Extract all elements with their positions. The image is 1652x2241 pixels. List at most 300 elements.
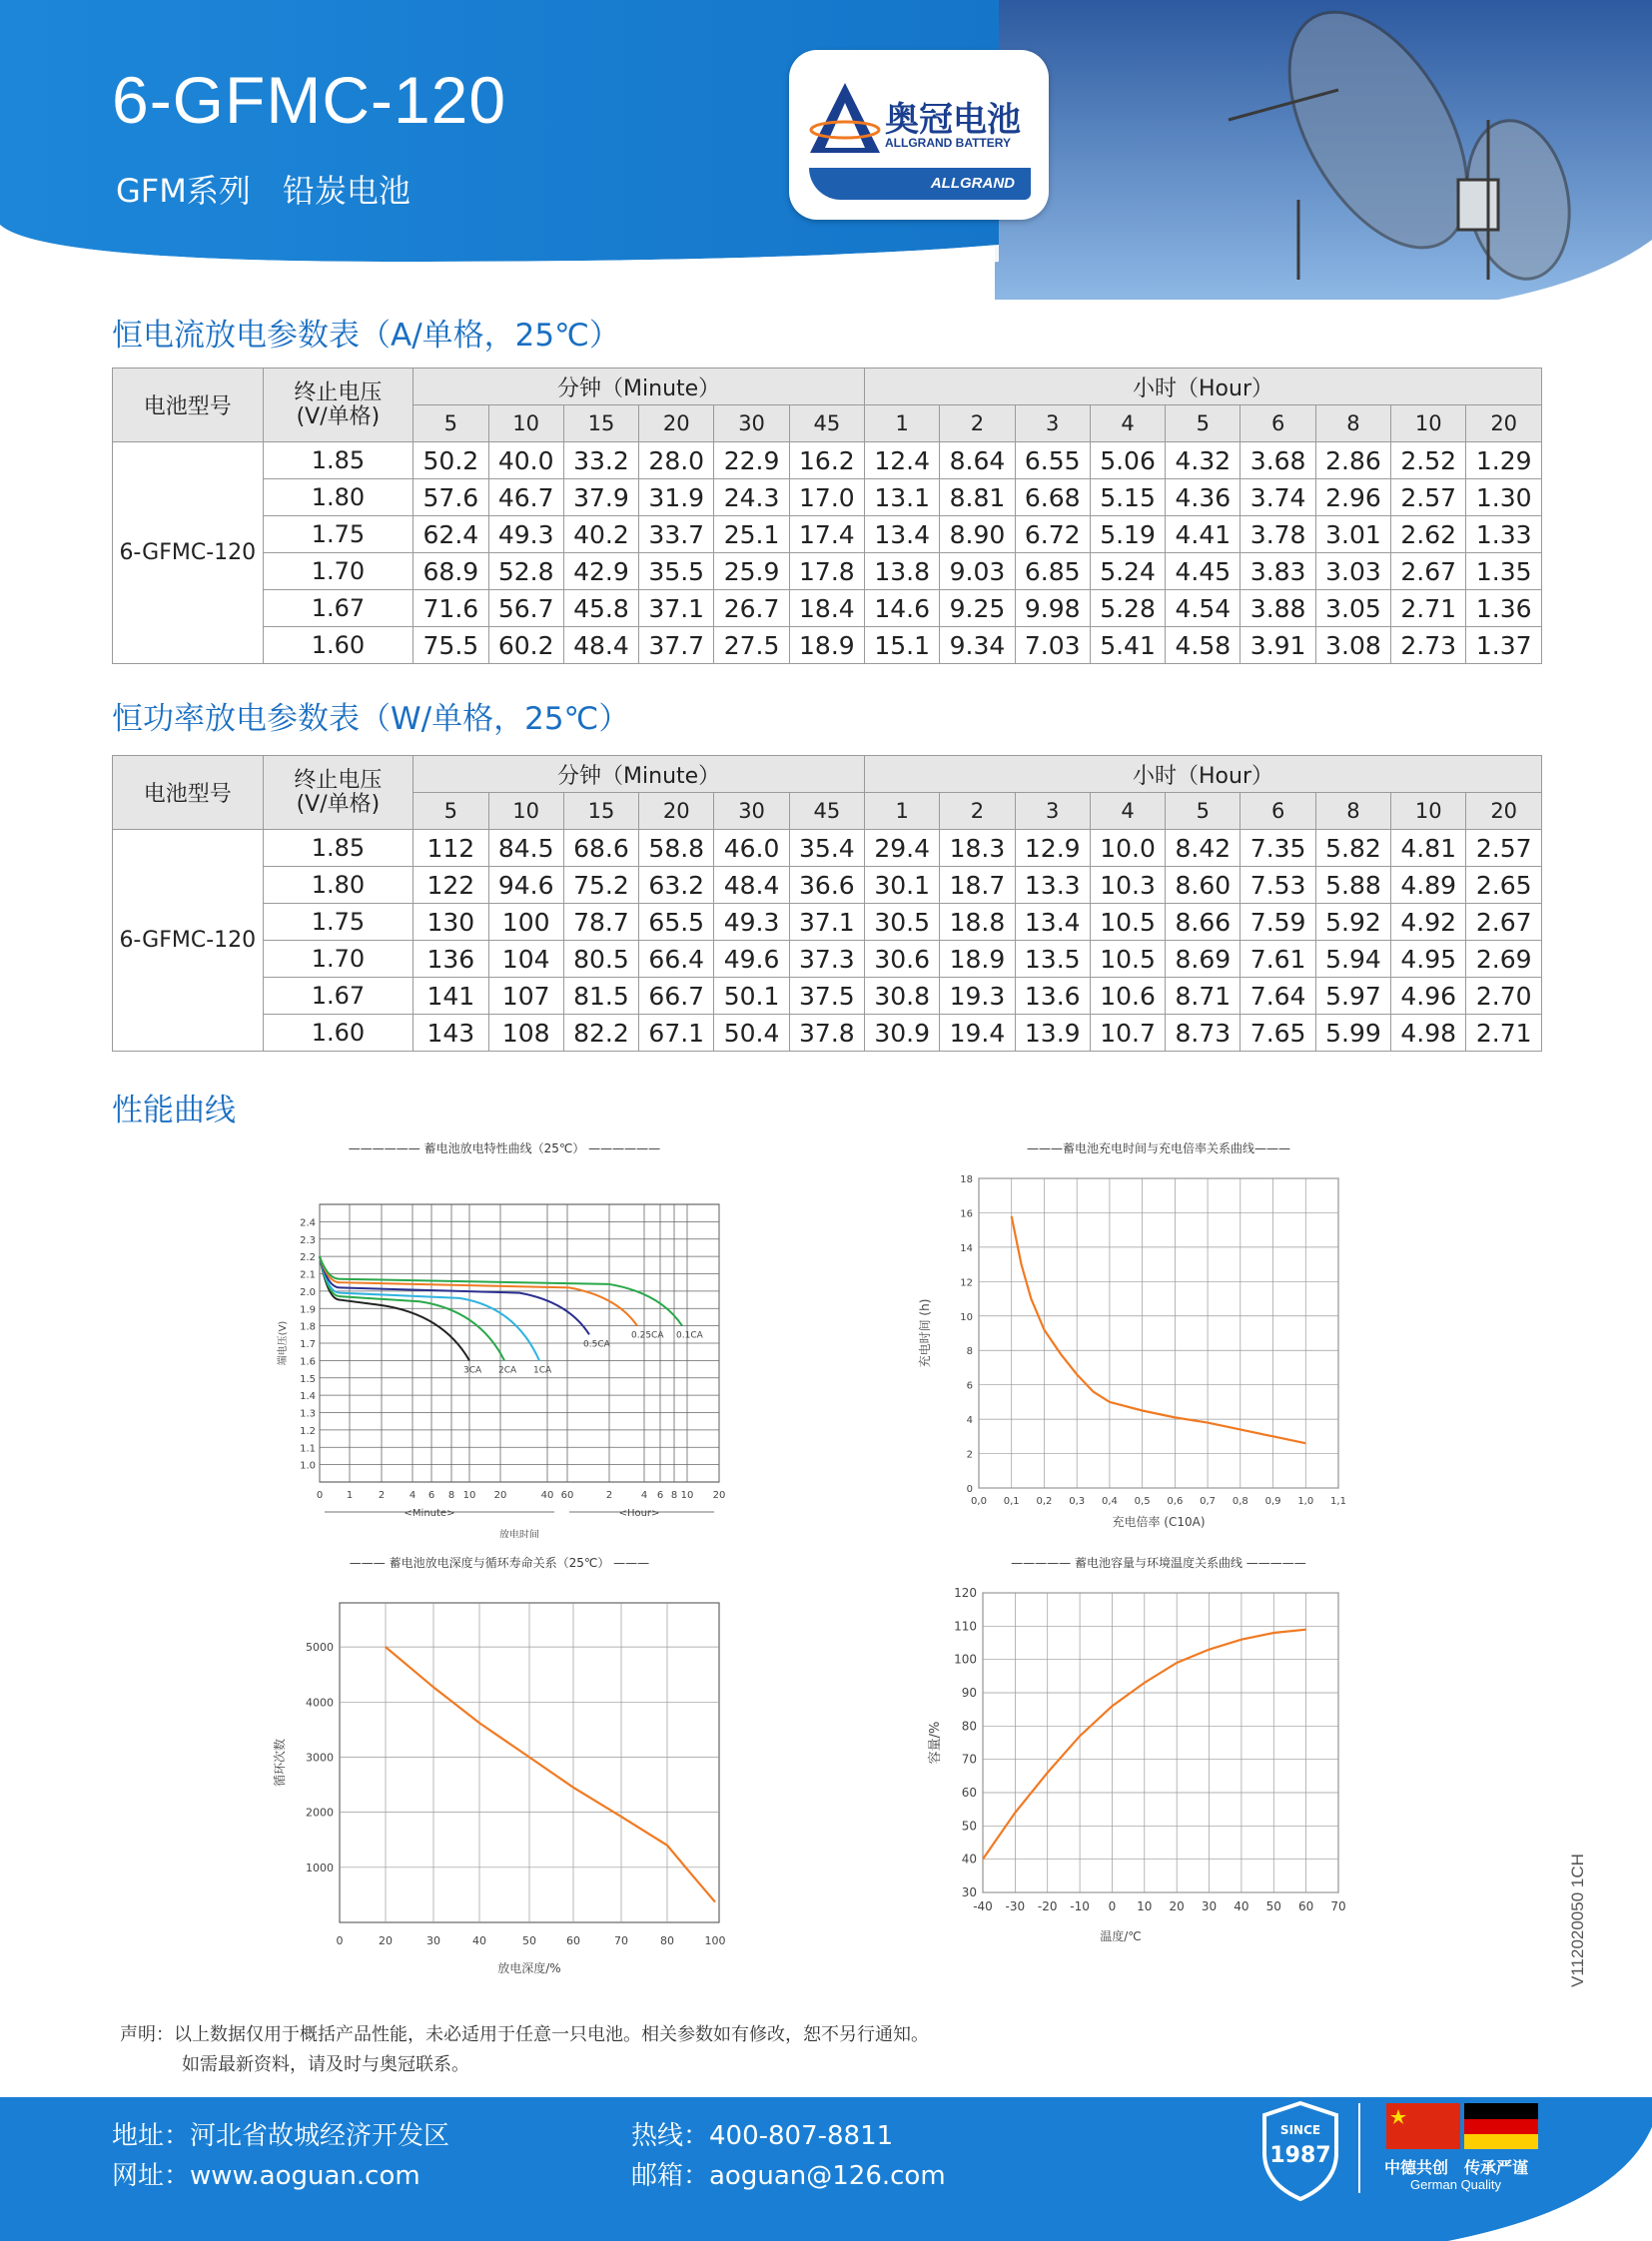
col-header-minute: 5: [413, 405, 488, 442]
table-cell: 75.5: [413, 627, 488, 664]
col-header-hour: 6: [1240, 793, 1315, 830]
table-cell: 3.05: [1315, 590, 1390, 627]
table-cell: 2.57: [1391, 479, 1466, 516]
y-tick-label: 1.1: [300, 1443, 316, 1455]
constant-power-table: [112, 755, 1542, 1052]
table-cell: 82.2: [563, 1015, 638, 1052]
table-cell: 22.9: [714, 442, 789, 479]
table-cell: 31.9: [639, 479, 714, 516]
table-cell: 30.8: [865, 978, 940, 1015]
table-cell: 84.5: [488, 830, 563, 867]
table-cell: 8.42: [1166, 830, 1240, 867]
x-group-label: <Hour>: [618, 1508, 660, 1519]
y-tick-label: 12: [960, 1277, 973, 1289]
table-cell: 100: [488, 904, 563, 941]
capacity-temperature-chart: [899, 1553, 1358, 1986]
table-cell: 17.4: [789, 516, 864, 553]
row-voltage: 1.85: [263, 442, 413, 479]
table-cell: 10.0: [1090, 830, 1165, 867]
table-cell: 8.66: [1166, 904, 1240, 941]
footer: [0, 2097, 1652, 2241]
row-voltage: 1.67: [263, 978, 413, 1015]
x-tick-label: 8: [670, 1490, 678, 1501]
table-cell: 104: [488, 941, 563, 978]
row-voltage: 1.80: [263, 867, 413, 904]
table-cell: 3.01: [1315, 516, 1390, 553]
table-cell: 2.70: [1466, 978, 1542, 1015]
y-tick-label: 30: [961, 1885, 977, 1899]
table-cell: 56.7: [488, 590, 563, 627]
x-tick-label: 0,3: [1069, 1496, 1086, 1507]
x-tick-label: 60: [560, 1490, 574, 1501]
table-cell: 1.29: [1466, 442, 1542, 479]
table-cell: 30.1: [865, 867, 940, 904]
table-cell: 5.06: [1090, 442, 1165, 479]
table-cell: 13.4: [865, 516, 940, 553]
table-cell: 66.7: [639, 978, 714, 1015]
row-model: 6-GFMC-120: [113, 442, 264, 664]
x-tick-label: 0,1: [1003, 1496, 1020, 1507]
x-tick-label: 0,6: [1167, 1496, 1184, 1507]
table-cell: 4.96: [1391, 978, 1466, 1015]
col-header-hour: 4: [1090, 793, 1165, 830]
table-header-row: [113, 369, 1542, 405]
table-row: [113, 516, 1542, 553]
table-cell: 58.8: [639, 830, 714, 867]
table-cell: 10.5: [1090, 904, 1165, 941]
col-header-hour: 3: [1015, 793, 1090, 830]
y-axis-label: 充电时间 (h): [918, 1298, 932, 1368]
x-tick-label: 4: [409, 1490, 416, 1501]
col-header-hour: 3: [1015, 405, 1090, 442]
table-cell: 24.3: [714, 479, 789, 516]
col-header-minute: 15: [563, 793, 638, 830]
table-cell: 1.35: [1466, 553, 1542, 590]
table-cell: 7.53: [1240, 867, 1315, 904]
table-cell: 5.28: [1090, 590, 1165, 627]
row-voltage: 1.85: [263, 830, 413, 867]
col-header-hour: 8: [1315, 405, 1390, 442]
y-tick-label: 8: [966, 1346, 973, 1358]
table-cell: 57.6: [413, 479, 488, 516]
x-tick-label: 30: [1201, 1899, 1218, 1913]
col-header-minute: 20: [639, 405, 714, 442]
table-cell: 5.94: [1315, 941, 1390, 978]
series-label: 0.5CA: [583, 1339, 610, 1350]
x-tick-label: 0: [336, 1934, 344, 1947]
x-tick-label: 0: [316, 1490, 324, 1501]
table-cell: 5.92: [1315, 904, 1390, 941]
series-line-0.5CA: [320, 1256, 589, 1334]
col-header-hour: 8: [1315, 793, 1390, 830]
table-cell: 19.3: [940, 978, 1015, 1015]
table-cell: 25.1: [714, 516, 789, 553]
table-cell: 16.2: [789, 442, 864, 479]
table-cell: 50.2: [413, 442, 488, 479]
table-row: [113, 479, 1542, 516]
table-cell: 18.3: [940, 830, 1015, 867]
series-subtitle: GFM系列 铅炭电池: [116, 172, 411, 210]
table-cell: 36.6: [789, 867, 864, 904]
table-cell: 45.8: [563, 590, 638, 627]
table-cell: 33.2: [563, 442, 638, 479]
y-tick-label: 6: [966, 1380, 973, 1392]
table-cell: 52.8: [488, 553, 563, 590]
table-cell: 48.4: [563, 627, 638, 664]
x-tick-label: 80: [660, 1934, 674, 1947]
y-tick-label: 80: [961, 1719, 977, 1734]
table-row: [113, 590, 1542, 627]
col-header-hour: 2: [940, 793, 1015, 830]
col-header-minute: 20: [639, 793, 714, 830]
table-row: [113, 553, 1542, 590]
table-cell: 13.6: [1015, 978, 1090, 1015]
y-tick-label: 50: [961, 1819, 977, 1834]
x-tick-label: 60: [566, 1934, 580, 1947]
header-banner: [0, 0, 1652, 300]
disclaimer-line1: 声明：以上数据仅用于概括产品性能，未必适用于任意一只电池。相关参数如有修改，恕不另行通知。: [120, 2024, 929, 2045]
x-tick-label: 50: [1265, 1899, 1281, 1913]
table-cell: 13.9: [1015, 1015, 1090, 1052]
table-cell: 18.9: [940, 941, 1015, 978]
table-cell: 4.98: [1391, 1015, 1466, 1052]
table-cell: 122: [413, 867, 488, 904]
charge-time-chart: [899, 1138, 1358, 1542]
series-label: 2CA: [498, 1365, 517, 1376]
table-cell: 5.99: [1315, 1015, 1390, 1052]
row-voltage: 1.75: [263, 904, 413, 941]
table-cell: 2.71: [1391, 590, 1466, 627]
table-cell: 3.91: [1240, 627, 1315, 664]
table-row: [113, 627, 1542, 664]
table-cell: 8.90: [940, 516, 1015, 553]
table-cell: 67.1: [639, 1015, 714, 1052]
table-cell: 49.6: [714, 941, 789, 978]
table-cell: 141: [413, 978, 488, 1015]
table-cell: 4.89: [1391, 867, 1466, 904]
y-tick-label: 60: [961, 1786, 977, 1800]
table-cell: 18.8: [940, 904, 1015, 941]
table-cell: 14.6: [865, 590, 940, 627]
y-tick-label: 1.8: [300, 1321, 316, 1333]
logo-chinese: 奥冠电池: [885, 100, 1021, 140]
table-cell: 4.81: [1391, 830, 1466, 867]
table-cell: 37.5: [789, 978, 864, 1015]
table-cell: 37.7: [639, 627, 714, 664]
table-cell: 7.64: [1240, 978, 1315, 1015]
table-cell: 35.5: [639, 553, 714, 590]
row-voltage: 1.67: [263, 590, 413, 627]
table-cell: 8.69: [1166, 941, 1240, 978]
y-tick-label: 1.4: [300, 1391, 316, 1403]
table-cell: 37.1: [789, 904, 864, 941]
y-tick-label: 2.4: [300, 1217, 316, 1229]
table-cell: 6.72: [1015, 516, 1090, 553]
col-header-minute: 5: [413, 793, 488, 830]
chart-discharge-svg: [270, 1138, 739, 1538]
table-cell: 5.15: [1090, 479, 1165, 516]
chart-title: ————— 蓄电池容量与环境温度关系曲线 —————: [1011, 1556, 1306, 1570]
x-tick-label: 60: [1297, 1899, 1314, 1913]
table-cell: 5.82: [1315, 830, 1390, 867]
row-voltage: 1.70: [263, 941, 413, 978]
x-tick-label: 50: [522, 1934, 536, 1947]
table-cell: 19.4: [940, 1015, 1015, 1052]
row-voltage: 1.75: [263, 516, 413, 553]
table-cell: 136: [413, 941, 488, 978]
table-cell: 65.5: [639, 904, 714, 941]
col-group-hour: 小时（Hour）: [865, 756, 1542, 793]
since-badge: [1260, 2101, 1340, 2201]
footer-email[interactable]: 邮箱：aoguan@126.com: [631, 2161, 946, 2191]
logo-band: [809, 168, 1031, 200]
y-tick-label: 0: [966, 1484, 973, 1495]
table-cell: 1.30: [1466, 479, 1542, 516]
table-cell: 7.35: [1240, 830, 1315, 867]
table-cell: 4.92: [1391, 904, 1466, 941]
x-tick-label: 1,1: [1330, 1496, 1346, 1507]
col-header-minute: 10: [488, 405, 563, 442]
y-tick-label: 16: [960, 1208, 973, 1220]
footer-divider: [1358, 2103, 1360, 2193]
x-tick-label: 40: [1234, 1899, 1249, 1913]
table-cell: 18.4: [789, 590, 864, 627]
table-cell: 40.2: [563, 516, 638, 553]
x-tick-label: 0,5: [1134, 1496, 1151, 1507]
chart-title: ———蓄电池充电时间与充电倍率关系曲线———: [1026, 1141, 1291, 1155]
x-axis-label: 温度/℃: [1100, 1929, 1142, 1943]
table-cell: 40.0: [488, 442, 563, 479]
table-cell: 4.54: [1166, 590, 1240, 627]
table-cell: 2.62: [1391, 516, 1466, 553]
table-cell: 8.64: [940, 442, 1015, 479]
table-cell: 9.98: [1015, 590, 1090, 627]
table-row: [113, 442, 1542, 479]
x-tick-label: 1,0: [1297, 1496, 1314, 1507]
table-cell: 6.55: [1015, 442, 1090, 479]
table-cell: 50.1: [714, 978, 789, 1015]
table-cell: 143: [413, 1015, 488, 1052]
logo-mark-icon: [805, 78, 885, 158]
since-year: 1987: [1269, 2143, 1331, 2168]
y-tick-label: 1000: [306, 1861, 334, 1874]
y-tick-label: 40: [961, 1852, 977, 1867]
col-header-hour: 5: [1166, 793, 1240, 830]
x-tick-label: 20: [712, 1490, 726, 1501]
table-cell: 4.58: [1166, 627, 1240, 664]
x-tick-label: 6: [427, 1490, 435, 1501]
table-cell: 68.9: [413, 553, 488, 590]
version-code: V112020050 1CH: [1568, 1854, 1587, 1987]
table-cell: 68.6: [563, 830, 638, 867]
chart-temperature-svg: [899, 1553, 1358, 1982]
series-line: [1012, 1216, 1306, 1443]
table-cell: 13.3: [1015, 867, 1090, 904]
y-tick-label: 1.9: [300, 1304, 316, 1316]
x-tick-label: 30: [426, 1934, 440, 1947]
table-row: [113, 941, 1542, 978]
table-cell: 13.1: [865, 479, 940, 516]
col-header-hour: 1: [865, 405, 940, 442]
table-cell: 12.9: [1015, 830, 1090, 867]
table-cell: 108: [488, 1015, 563, 1052]
col-header-hour: 2: [940, 405, 1015, 442]
table-cell: 4.95: [1391, 941, 1466, 978]
series-label: 1CA: [533, 1365, 552, 1376]
x-tick-label: -10: [1070, 1899, 1090, 1913]
table-cell: 10.5: [1090, 941, 1165, 978]
x-tick-label: 1: [346, 1490, 354, 1501]
logo-band-text: ALLGRAND: [930, 175, 1015, 192]
y-tick-label: 2.0: [300, 1286, 316, 1298]
y-tick-label: 1.7: [300, 1339, 316, 1350]
table-cell: 1.37: [1466, 627, 1542, 664]
y-tick-label: 110: [954, 1619, 977, 1634]
x-tick-label: 100: [704, 1934, 726, 1947]
table-cell: 26.7: [714, 590, 789, 627]
col-header-hour: 10: [1391, 793, 1466, 830]
footer-address: 地址：河北省故城经济开发区: [112, 2121, 450, 2151]
col-header-hour: 6: [1240, 405, 1315, 442]
table-cell: 66.4: [639, 941, 714, 978]
table-cell: 3.08: [1315, 627, 1390, 664]
x-tick-label: 40: [540, 1490, 554, 1501]
x-tick-label: -40: [973, 1899, 993, 1913]
col-header-voltage: 终止电压 (V/单格): [263, 756, 413, 830]
x-tick-label: 4: [640, 1490, 648, 1501]
x-group-label: <Minute>: [404, 1508, 455, 1519]
table-cell: 1.36: [1466, 590, 1542, 627]
x-tick-label: 20: [1169, 1899, 1185, 1913]
x-tick-label: 20: [379, 1934, 393, 1947]
table-cell: 35.4: [789, 830, 864, 867]
x-tick-label: 0: [1108, 1899, 1117, 1913]
y-tick-label: 3000: [306, 1751, 334, 1765]
y-tick-label: 70: [961, 1752, 977, 1767]
y-tick-label: 1.6: [300, 1356, 316, 1368]
table-cell: 46.7: [488, 479, 563, 516]
table-cell: 3.74: [1240, 479, 1315, 516]
table-cell: 30.6: [865, 941, 940, 978]
x-tick-label: 0,9: [1264, 1496, 1281, 1507]
table-cell: 5.41: [1090, 627, 1165, 664]
disclaimer: [120, 2020, 929, 2080]
table-cell: 107: [488, 978, 563, 1015]
disclaimer-line2: 如需最新资料，请及时与奥冠联系。: [182, 2054, 469, 2075]
y-tick-label: 90: [961, 1686, 977, 1700]
table-cell: 37.3: [789, 941, 864, 978]
x-tick-label: 70: [1330, 1899, 1346, 1913]
cycle-life-chart: [260, 1553, 739, 1986]
table-cell: 18.7: [940, 867, 1015, 904]
table-cell: 37.8: [789, 1015, 864, 1052]
table-cell: 1.33: [1466, 516, 1542, 553]
y-tick-label: 14: [960, 1242, 973, 1254]
col-group-minute: 分钟（Minute）: [413, 369, 865, 405]
x-tick-label: 40: [472, 1934, 486, 1947]
table-cell: 4.45: [1166, 553, 1240, 590]
table-cell: 78.7: [563, 904, 638, 941]
table-cell: 12.4: [865, 442, 940, 479]
y-tick-label: 2: [966, 1449, 973, 1461]
table-header-row: [113, 756, 1542, 793]
col-header-model: 电池型号: [113, 756, 264, 830]
table-row: [113, 867, 1542, 904]
chart-title: —————— 蓄电池放电特性曲线（25℃） ——————: [348, 1141, 661, 1155]
footer-website[interactable]: 网址：www.aoguan.com: [112, 2161, 420, 2191]
x-tick-label: 70: [614, 1934, 628, 1947]
y-tick-label: 18: [960, 1174, 973, 1185]
table-cell: 60.2: [488, 627, 563, 664]
x-tick-label: 2: [378, 1490, 386, 1501]
x-axis-label: 放电深度/%: [497, 1961, 561, 1975]
table-cell: 2.71: [1466, 1015, 1542, 1052]
y-tick-label: 2.3: [300, 1234, 316, 1246]
table-cell: 3.68: [1240, 442, 1315, 479]
row-voltage: 1.60: [263, 1015, 413, 1052]
x-tick-label: 0,8: [1232, 1496, 1248, 1507]
table-cell: 48.4: [714, 867, 789, 904]
table-cell: 9.34: [940, 627, 1015, 664]
table-row: [113, 978, 1542, 1015]
table-cell: 10.3: [1090, 867, 1165, 904]
row-voltage: 1.60: [263, 627, 413, 664]
y-tick-label: 4: [966, 1415, 973, 1427]
y-tick-label: 100: [954, 1652, 977, 1667]
table-cell: 71.6: [413, 590, 488, 627]
footer-hotline[interactable]: 热线：400-807-8811: [631, 2121, 894, 2151]
x-tick-label: 0,4: [1101, 1496, 1118, 1507]
footer-german-quality: German Quality: [1410, 2177, 1502, 2192]
table-cell: 2.52: [1391, 442, 1466, 479]
table-cell: 3.78: [1240, 516, 1315, 553]
table-cell: 2.57: [1466, 830, 1542, 867]
table-cell: 37.1: [639, 590, 714, 627]
table-cell: 63.2: [639, 867, 714, 904]
table-cell: 8.73: [1166, 1015, 1240, 1052]
x-tick-label: 20: [493, 1490, 507, 1501]
col-group-minute: 分钟（Minute）: [413, 756, 865, 793]
table-cell: 2.67: [1391, 553, 1466, 590]
table-cell: 27.5: [714, 627, 789, 664]
row-voltage: 1.80: [263, 479, 413, 516]
table-cell: 112: [413, 830, 488, 867]
table-cell: 2.69: [1466, 941, 1542, 978]
chart-title: ——— 蓄电池放电深度与循环寿命关系（25℃） ———: [349, 1556, 650, 1570]
table-cell: 2.65: [1466, 867, 1542, 904]
brand-logo: [789, 50, 1049, 220]
table-cell: 9.25: [940, 590, 1015, 627]
y-tick-label: 2000: [306, 1806, 334, 1820]
table-cell: 7.03: [1015, 627, 1090, 664]
table-cell: 2.67: [1466, 904, 1542, 941]
table-cell: 6.68: [1015, 479, 1090, 516]
col-header-hour: 1: [865, 793, 940, 830]
col-header-minute: 45: [789, 793, 864, 830]
table-cell: 33.7: [639, 516, 714, 553]
table-cell: 17.0: [789, 479, 864, 516]
table-cell: 28.0: [639, 442, 714, 479]
table-cell: 30.9: [865, 1015, 940, 1052]
table-cell: 8.60: [1166, 867, 1240, 904]
col-header-hour: 10: [1391, 405, 1466, 442]
series-label: 0.1CA: [676, 1330, 703, 1341]
curves-title: 性能曲线: [112, 1093, 236, 1128]
y-axis-label: 循环次数: [273, 1738, 287, 1788]
germany-flag-icon: [1464, 2103, 1538, 2149]
table-cell: 10.7: [1090, 1015, 1165, 1052]
china-flag-icon: [1386, 2103, 1460, 2149]
